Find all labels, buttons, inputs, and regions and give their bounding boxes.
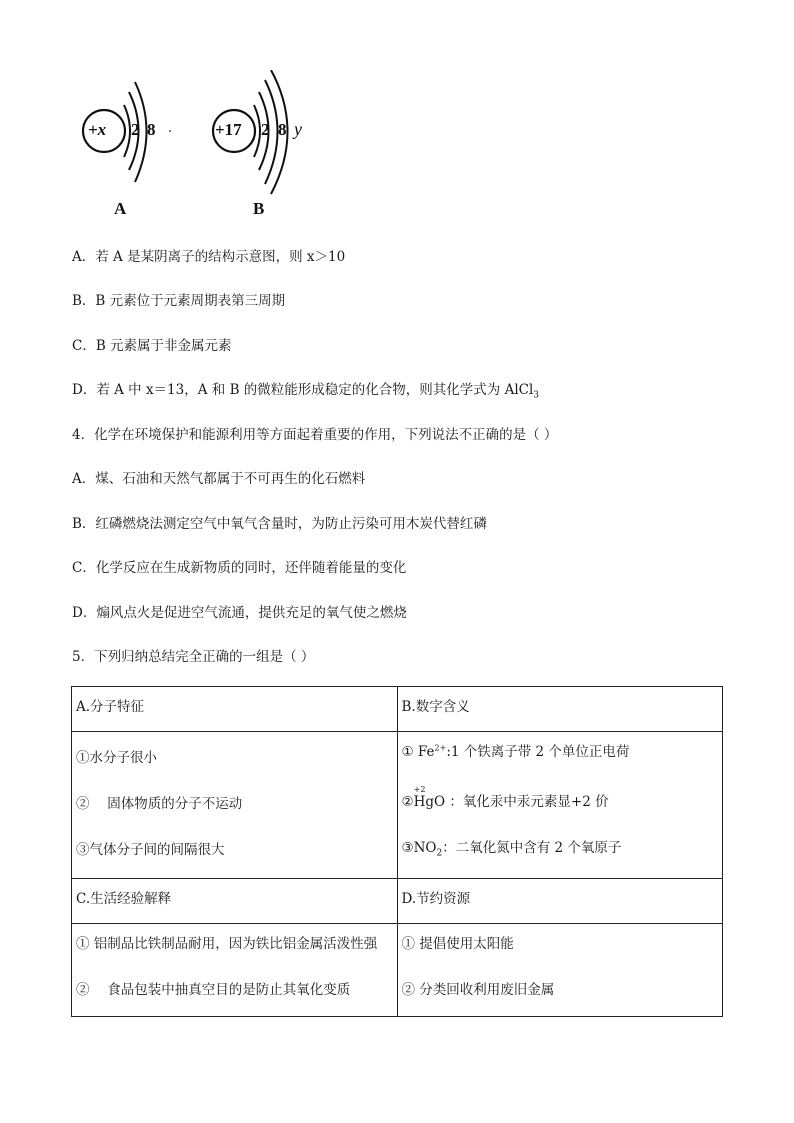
b-item-1: ① $Fe^{2+}:1$ 个铁离子带 2 个单位正电荷 [401, 743, 630, 760]
q5-options-table [71, 686, 723, 1017]
atom-a-shell2-count: 8 [147, 120, 156, 139]
atom-a-nucleus-charge: +x [88, 120, 107, 139]
cell-b-head: B.数字含义 [397, 687, 723, 732]
q3-option-d [72, 381, 539, 405]
a-item-3: ③气体分子间的间隔很大 [76, 842, 225, 858]
q3-option-a: A．若 A 是某阴离子的结构示意图，则 x＞10 [72, 249, 346, 265]
atom-b-nucleus-charge: +17 [215, 120, 242, 139]
atom-b-shell3-count: y [294, 119, 302, 139]
atom-a-label: A [114, 199, 127, 218]
cell-b-body [397, 732, 723, 879]
q4-stem: 4．化学在环境保护和能源利用等方面起着重要的作用，下列说法不正确的是（ ） [72, 427, 558, 443]
q3-option-d-text: D．若 A 中 x＝13，A 和 B 的微粒能形成稳定的化合物，则其化学式为 AlCl [72, 382, 534, 398]
atom-b-shell2-count: 8 [278, 120, 287, 139]
d-item-2: ② 分类回收利用废旧金属 [401, 982, 555, 998]
atomic-structure-figure [70, 70, 350, 230]
atom-a-shell1-count: 2 [131, 120, 140, 139]
q3-option-c: C．B 元素属于非金属元素 [72, 338, 232, 354]
cell-a-body [72, 732, 398, 879]
cell-a-head: A.分子特征 [72, 687, 398, 732]
b-item-2: ② +2 HgO ：氧化汞中汞元素显+2 价 [401, 785, 609, 810]
q3-option-d-subscript: 3 [533, 390, 540, 401]
q4-option-b: B．红磷燃烧法测定空气中氧气含量时，为防止污染可用木炭代替红磷 [72, 516, 487, 532]
q3-option-b: B．B 元素位于元素周期表第三周期 [72, 293, 286, 309]
cell-d-body [397, 924, 723, 1017]
c-item-1: ① 铝制品比铁制品耐用，因为铁比铝金属活泼性强 [76, 936, 378, 952]
atom-b-label: B [253, 199, 265, 218]
q5-stem: 5．下列归纳总结完全正确的一组是（ ） [72, 649, 315, 665]
b-item-3: $③NO_2$：二氧化氮中含有 2 个氧原子 [401, 840, 622, 859]
q4-option-a: A．煤、石油和天然气都属于不可再生的化石燃料 [72, 471, 366, 487]
cell-c-body [72, 924, 398, 1017]
a-item-2: ② 固体物质的分子不运动 [76, 796, 243, 812]
q4-option-c: C．化学反应在生成新物质的同时，还伴随着能量的变化 [72, 560, 407, 576]
a-item-1: ①水分子很小 [76, 750, 157, 766]
cell-d-head: D.节约资源 [397, 879, 723, 924]
q4-option-d: D．煽风点火是促进空气流通，提供充足的氧气使之燃烧 [72, 605, 407, 621]
d-item-1: ① 提倡使用太阳能 [401, 936, 514, 952]
cell-c-head: C.生活经验解释 [72, 879, 398, 924]
c-item-2: ② 食品包装中抽真空目的是防止其氧化变质 [76, 982, 351, 998]
atom-diagrams [70, 70, 350, 230]
atom-b-shell1-count: 2 [261, 120, 270, 139]
